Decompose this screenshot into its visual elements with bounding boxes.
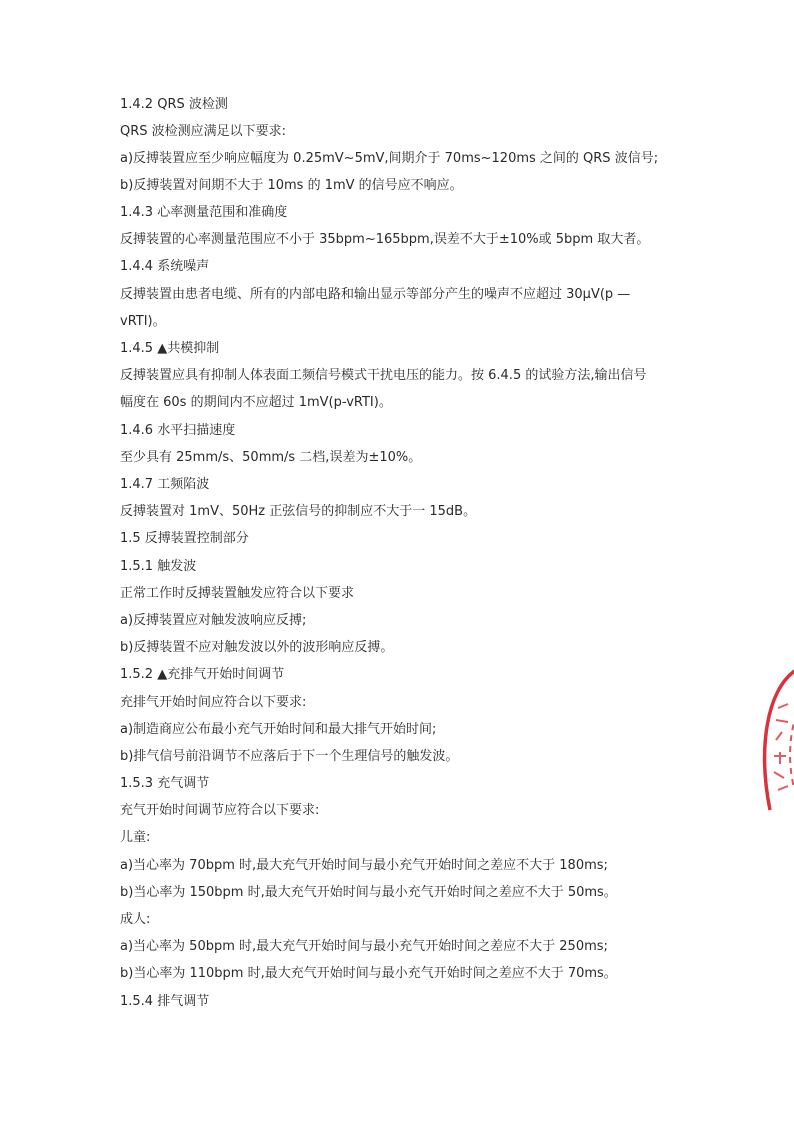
list-item: a)制造商应公布最小充气开始时间和最大排气开始时间; (120, 722, 437, 737)
heading-1-5: 1.5 反搏装置控制部分 (120, 531, 249, 546)
list-item: b)当心率为 150bpm 时,最大充气开始时间与最小充气开始时间之差应不大于 50ms。 (120, 885, 617, 900)
paragraph: 反搏装置的心率测量范围应不小于 35bpm~165bpm,误差不大于±10%或 5bpm 取大者。 (120, 232, 650, 247)
list-item: a)当心率为 70bpm 时,最大充气开始时间与最小充气开始时间之差应不大于 180ms; (120, 858, 608, 873)
list-item: b)反搏装置对间期不大于 10ms 的 1mV 的信号应不响应。 (120, 178, 463, 193)
list-item: a)反搏装置应至少响应幅度为 0.25mV~5mV,间期介于 70ms~120ms 之间的 QRS 波信号; (120, 151, 659, 166)
paragraph: 充排气开始时间应符合以下要求: (120, 695, 307, 710)
paragraph-cont: vRTI)。 (120, 314, 166, 329)
heading-1-4-6: 1.4.6 水平扫描速度 (120, 423, 236, 438)
paragraph: 反搏装置应具有抑制人体表面工频信号模式干扰电压的能力。按 6.4.5 的试验方法,输出信号 (120, 368, 647, 383)
heading-1-4-2: 1.4.2 QRS 波检测 (120, 97, 228, 112)
heading-1-4-7: 1.4.7 工频陷波 (120, 477, 210, 492)
list-item: b)当心率为 110bpm 时,最大充气开始时间与最小充气开始时间之差应不大于 70ms。 (120, 966, 617, 981)
paragraph-cont: 幅度在 60s 的期间内不应超过 1mV(p-vRTI)。 (120, 395, 392, 410)
seal-text-trace (774, 752, 788, 790)
heading-1-4-3: 1.4.3 心率测量范围和准确度 (120, 205, 288, 220)
paragraph: 反搏装置由患者电缆、所有的内部电路和输出显示等部分产生的噪声不应超过 30µV(p — (120, 287, 631, 302)
seal-text-trace (776, 704, 788, 740)
list-item: b)排气信号前沿调节不应落后于下一个生理信号的触发波。 (120, 749, 459, 764)
heading-1-5-1: 1.5.1 触发波 (120, 559, 197, 574)
seal-text-trace (790, 695, 794, 788)
subheading-child: 儿童: (120, 830, 151, 845)
list-item: a)反搏装置应对触发波响应反搏; (120, 613, 307, 628)
seal-ring-arc (765, 670, 794, 810)
paragraph: 至少具有 25mm/s、50mm/s 二档,误差为±10%。 (120, 450, 422, 465)
heading-1-4-5: 1.4.5 ▲共模抑制 (120, 341, 220, 356)
subheading-adult: 成人: (120, 912, 151, 927)
red-seal-stamp-partial (756, 660, 794, 840)
heading-1-5-2: 1.5.2 ▲充排气开始时间调节 (120, 667, 285, 682)
paragraph: 充气开始时间调节应符合以下要求: (120, 803, 320, 818)
paragraph: 反搏装置对 1mV、50Hz 正弦信号的抑制应不大于一 15dB。 (120, 504, 477, 519)
list-item: b)反搏装置不应对触发波以外的波形响应反搏。 (120, 640, 394, 655)
list-item: a)当心率为 50bpm 时,最大充气开始时间与最小充气开始时间之差应不大于 250ms; (120, 939, 608, 954)
heading-1-5-3: 1.5.3 充气调节 (120, 776, 210, 791)
paragraph: QRS 波检测应满足以下要求: (120, 124, 287, 139)
paragraph: 正常工作时反搏装置触发应符合以下要求 (120, 586, 355, 601)
heading-1-4-4: 1.4.4 系统噪声 (120, 259, 210, 274)
heading-1-5-4: 1.5.4 排气调节 (120, 994, 210, 1009)
